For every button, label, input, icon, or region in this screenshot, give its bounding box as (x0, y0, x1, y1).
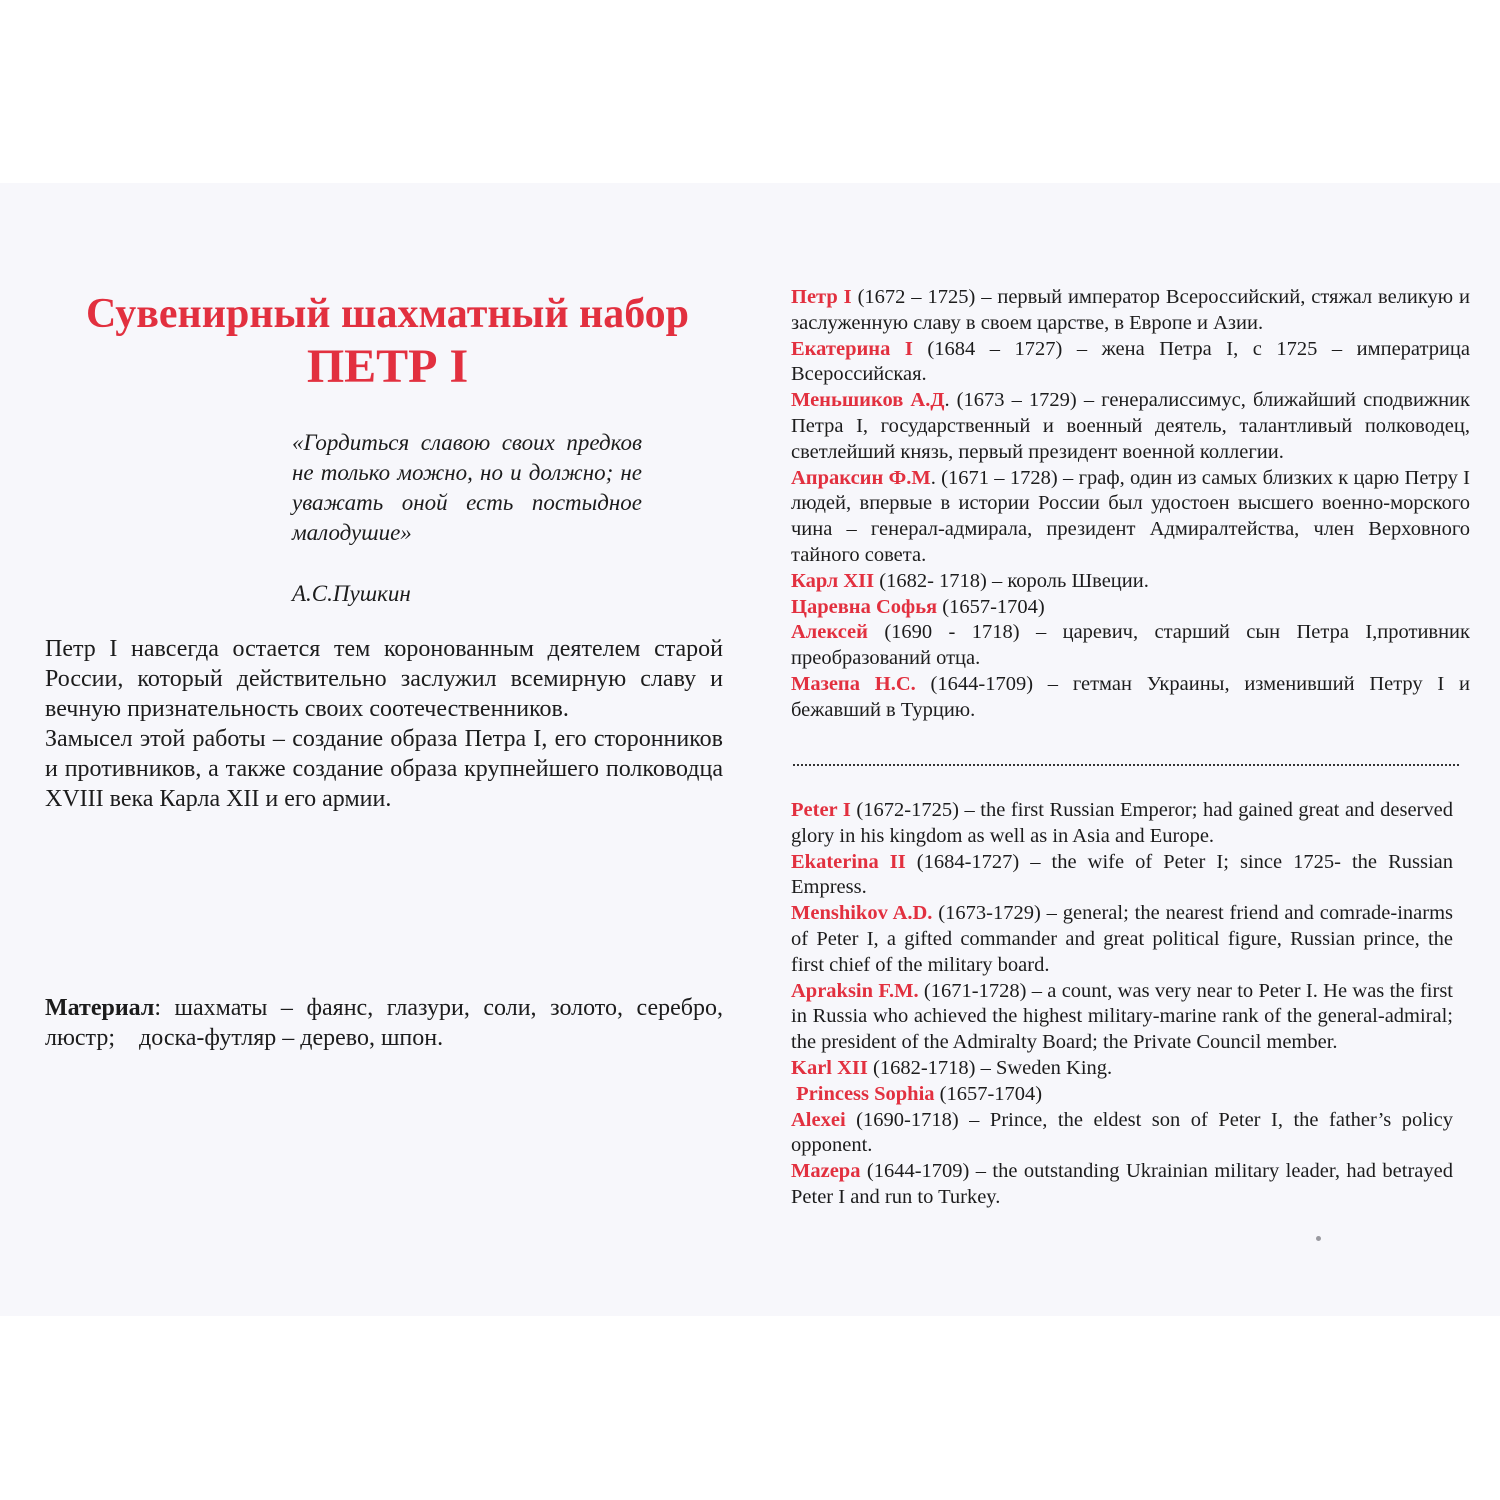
paper-speck (1316, 1236, 1321, 1241)
list-item (791, 466, 1470, 569)
entry-text: (1690 - 1718) – царевич, старший сын Петра I,противник преобразований отца. (791, 621, 1470, 670)
characters-list-en (791, 798, 1453, 1211)
list-item (791, 850, 1453, 902)
epigraph-author: А.С.Пушкин (292, 581, 411, 606)
page-title: Сувенирный шахматный набор (85, 291, 690, 337)
characters-list-ru (791, 285, 1470, 724)
entry-name: Мазепа Н.С. (791, 672, 916, 695)
entry-text: (1682-1718) – Sweden King. (867, 1056, 1113, 1079)
entry-text: . (1673 – 1729) – генералиссимус, ближайший сподвижник Петра I, государственный и военный деятель, талантливый полководец, светлейший князь, первый президент военной коллегии. (791, 389, 1470, 463)
entry-name: Karl XII (791, 1056, 868, 1079)
entry-text: (1684-1727) – the wife of Peter I; since 1725- the Russian Empress. (791, 850, 1453, 899)
list-item (791, 1108, 1453, 1160)
list-item (791, 569, 1470, 595)
list-item (791, 1056, 1453, 1082)
entry-text: (1672-1725) – the first Russian Emperor; had gained great and deserved glory in his kingdom as well as in Asia and Europe. (791, 799, 1453, 847)
entry-name: Mazepa (791, 1160, 861, 1183)
entry-name: Alexei (791, 1108, 846, 1131)
list-item (791, 1159, 1453, 1211)
list-item (791, 798, 1453, 850)
entry-name: Петр I (791, 286, 852, 308)
entry-name: Ekaterina II (791, 850, 906, 873)
entry-text: (1657-1704) (934, 1082, 1043, 1105)
list-item (791, 1082, 1453, 1108)
intro-text (45, 634, 723, 814)
entry-text: (1672 – 1725) – первый император Всероссийский, стяжал великую и заслуженную славу в своем царстве, в Европе и Азии. (791, 286, 1470, 334)
entry-text: (1690-1718) – Prince, the eldest son of Peter I, the father’s policy opponent. (791, 1108, 1453, 1157)
list-item (791, 620, 1470, 672)
entry-name: Карл XII (791, 569, 875, 592)
list-item (791, 337, 1470, 389)
intro-paragraph-1: Петр I навсегда остается тем коронованным деятелем старой России, который действительно заслужил всемирную славу и вечную признательность своих соотечественников. (45, 636, 723, 722)
dotted-divider (793, 764, 1459, 766)
list-item (791, 285, 1470, 337)
entry-text: (1644-1709) – гетман Украины, изменивший Петру I и бежавший в Турцию. (791, 672, 1471, 721)
entry-name: Apraksin F.M. (791, 979, 919, 1002)
entry-text: (1657-1704) (937, 595, 1045, 618)
entry-name: Алексей (791, 621, 868, 644)
list-item (791, 595, 1470, 621)
entry-text: (1684 – 1727) – жена Петра I, с 1725 – императрица Всероссийская. (791, 337, 1470, 386)
material-info (45, 993, 729, 1053)
entry-name: Menshikov A.D. (791, 902, 933, 925)
entry-text: (1671-1728) – a count, was very near to Peter I. He was the first in Russia who achieved the highest military-marine rank of the general-admiral; the president of the Admiralty Board; the Private Council member. (791, 979, 1453, 1054)
list-item (791, 901, 1453, 978)
page-subtitle: ПЕТР I (306, 340, 469, 393)
list-item (791, 672, 1470, 724)
entry-name: Меньшиков А.Д (791, 389, 945, 412)
list-item (791, 388, 1470, 465)
entry-text: (1682- 1718) – король Швеции. (874, 569, 1149, 592)
entry-text: . (1671 – 1728) – граф, один из самых близких к царю Петру I людей, впервые в истории России был удостоен высшего военно-морского чина – генерал-адмирала, президент Адмиралтейства, член Верховного тайного совета. (791, 466, 1471, 566)
entry-text: (1644-1709) – the outstanding Ukrainian military leader, had betrayed Peter I and run to Turkey. (791, 1160, 1453, 1208)
entry-name: Апраксин Ф.М (791, 466, 931, 489)
list-item (791, 979, 1453, 1056)
material-text: : шахматы – фаянс, глазури, соли, золото, серебро, люстр; доска-футляр – дерево, шпон. (45, 995, 729, 1051)
entry-text: (1673-1729) – general; the nearest friend and comrade-inarms of Peter I, a gifted commander and great political figure, Russian prince, the first chief of the military board. (791, 902, 1453, 976)
entry-name: Peter I (791, 799, 851, 821)
intro-paragraph-2: Замысел этой работы – создание образа Петра I, его сторонников и противников, а также создание образа крупнейшего полководца XVIII века Карла XII и его армии. (45, 726, 723, 812)
entry-name: Princess Sophia (791, 1082, 935, 1105)
entry-name: Царевна Софья (791, 595, 938, 618)
material-label: Материал (45, 995, 155, 1021)
epigraph-quote: «Гордиться славою своих предков не только можно, но и должно; не уважать оной есть постыдное малодушие» (292, 430, 642, 545)
entry-name: Екатерина I (791, 337, 913, 360)
